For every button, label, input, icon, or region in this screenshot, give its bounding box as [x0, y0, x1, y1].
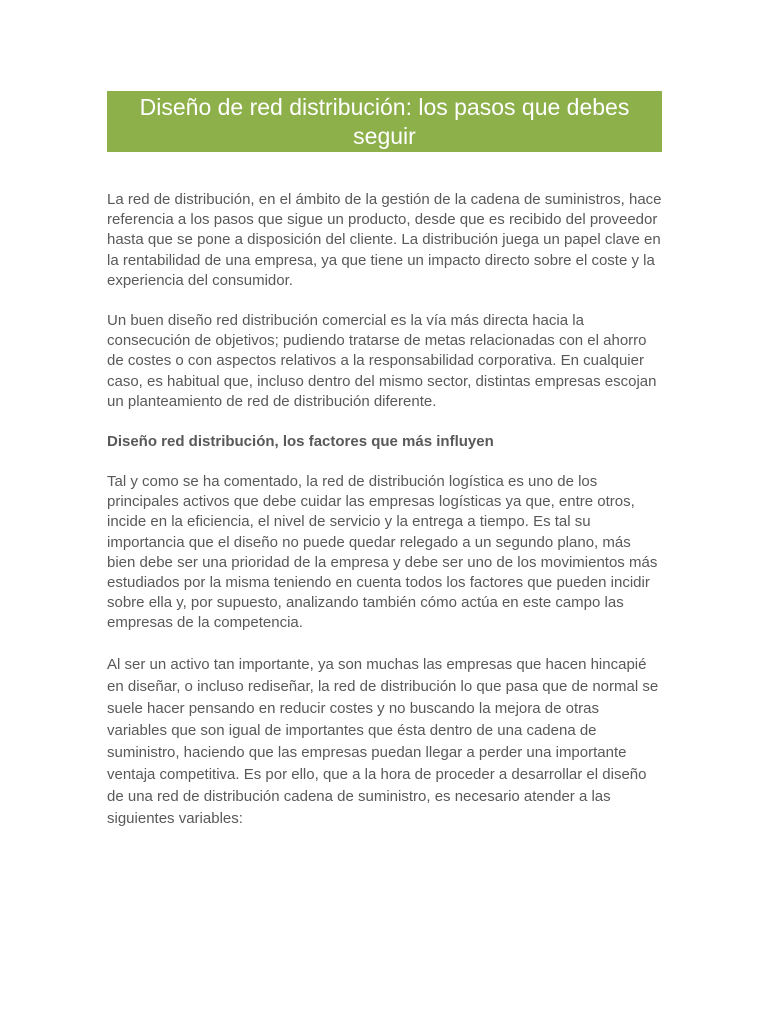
section-heading: Diseño red distribución, los factores que más influyen [107, 433, 494, 451]
variables-paragraph: Al ser un activo tan importante, ya son muchas las empresas que hacen hincapié en diseñar, o incluso rediseñar, la red de distribución lo que pasa que de normal se suele hacer pensando en reducir costes y no buscando la mejora de otras variables que son igual de importantes que ésta dentro de una cadena de suministro, haciendo que las empresas puedan llegar a perder una importante ventaja competitiva. Es por ello, que a la hora de proceder a desarrollar el diseño de una red de distribución cadena de suministro, es necesario atender a las siguientes variables: [107, 655, 659, 827]
document-title: Diseño de red distribución: los pasos que debes seguir [107, 91, 662, 152]
design-paragraph: Un buen diseño red distribución comercial es la vía más directa hacia la consecución de objetivos; pudiendo tratarse de metas relacionadas con el ahorro de costes o con aspectos relativos a la responsabilidad corporativa. En cualquier caso, es habitual que, incluso dentro del mismo sector, distintas empresas escojan un planteamiento de red de distribución diferente. [107, 312, 657, 410]
factors-paragraph: Tal y como se ha comentado, la red de distribución logística es uno de los principales activos que debe cuidar las empresas logísticas ya que, entre otros, incide en la eficiencia, el nivel de servicio y la entrega a tiempo. Es tal su importancia que el diseño no puede quedar relegado a un segundo plano, más bien debe ser una prioridad de la empresa y debe ser uno de los movimientos más estudiados por la misma teniendo en cuenta todos los factores que pueden incidir sobre ella y, por supuesto, analizando también cómo actúa en este campo las empresas de la competencia. [107, 473, 658, 632]
intro-paragraph: La red de distribución, en el ámbito de la gestión de la cadena de suministros, hace referencia a los pasos que sigue un producto, desde que es recibido del proveedor hasta que se pone a disposición del cliente. La distribución juega un papel clave en la rentabilidad de una empresa, ya que tiene un impacto directo sobre el coste y la experiencia del consumidor. [107, 191, 662, 289]
document-body [107, 190, 663, 830]
